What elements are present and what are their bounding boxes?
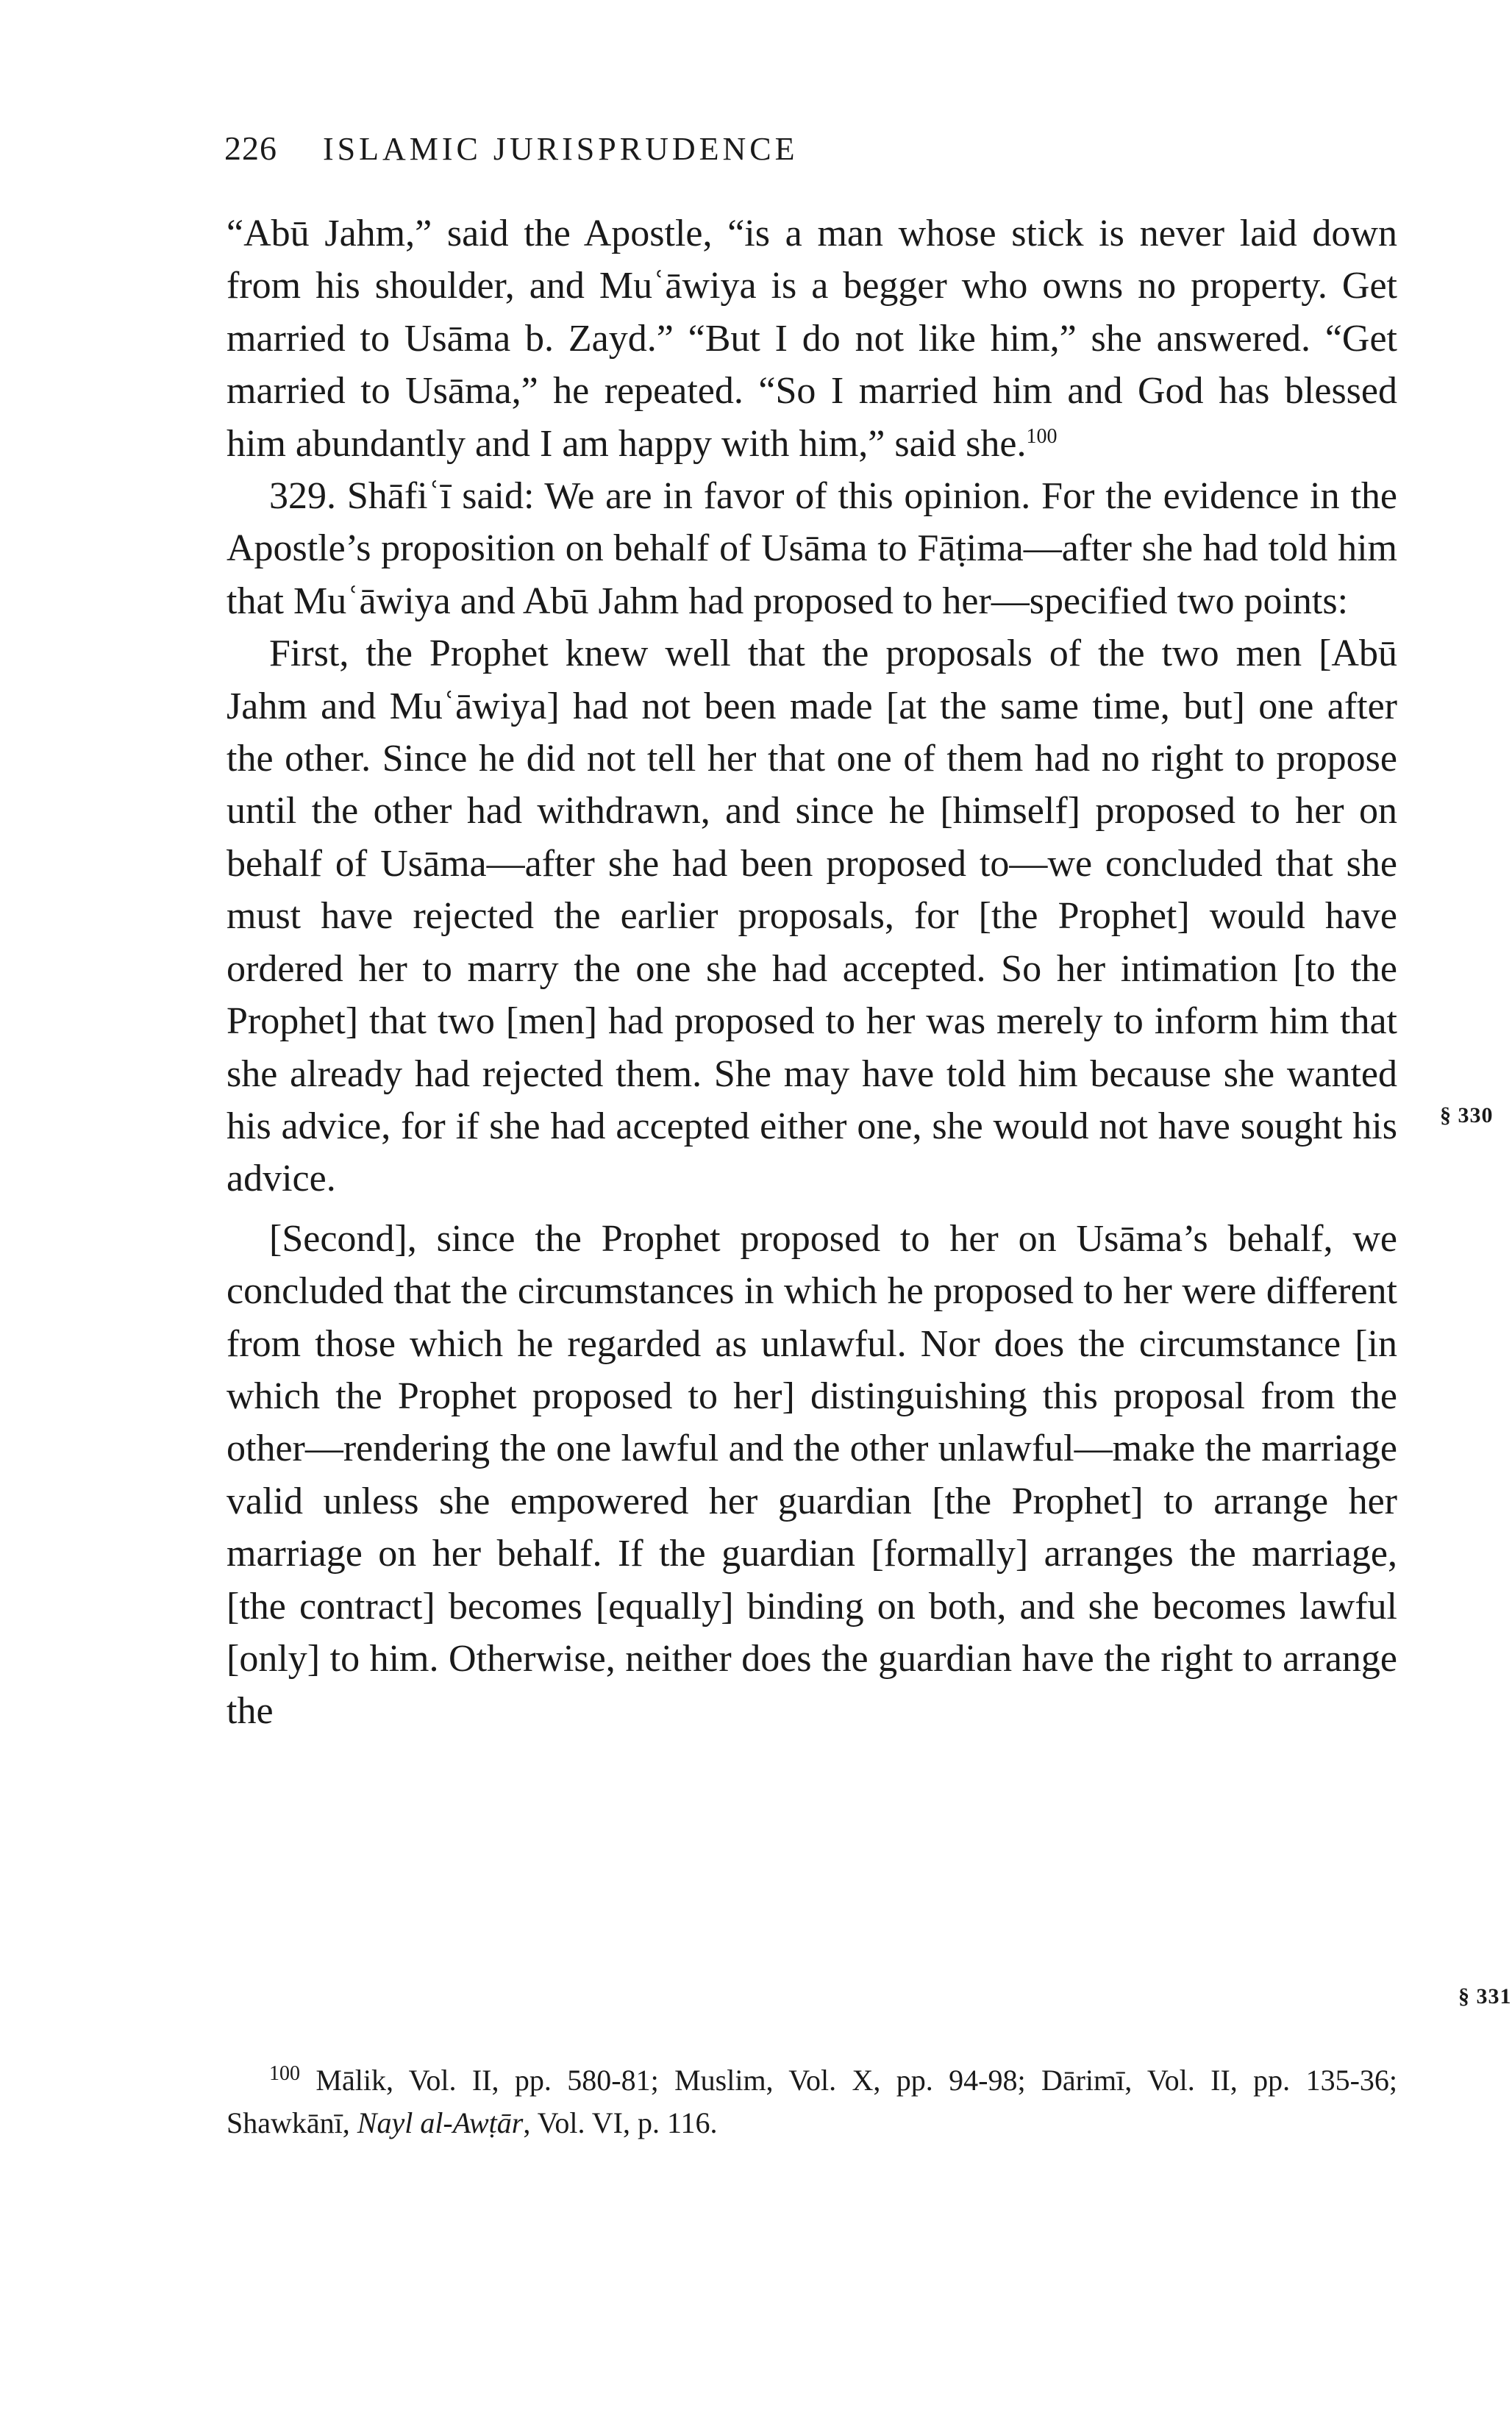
footnote-book-title: Nayl al-Awṭār [357, 2106, 524, 2139]
margin-section-330: § 330 [1440, 1103, 1494, 1127]
page-number: 226 [224, 129, 277, 167]
footnote-text-2: , Vol. VI, p. 116. [523, 2106, 718, 2139]
paragraph-first-point: First, the Prophet knew well that the proposals of the two men [Abū Jahm and Muʿāwiya] had not been made [at the same time, but] one after the other. Since he did not tell her that one of them had no right to propose until the other had withdrawn, and since he [himself] proposed to her on behalf of Usāma—after she had been proposed to—we concluded that she must have rejected the earlier proposals, for [the Prophet] would have ordered her to marry the one she had accepted. So her intimation [to the Prophet] that two [men] had proposed to her was merely to inform him that she already had rejected them. She may have told him because she wanted his advice, for if she had accepted either one, she would not have sought his advice. [227, 632, 1397, 1200]
paragraph-quotation [227, 207, 1397, 470]
margin-section-331: § 331 [1458, 1984, 1512, 2008]
running-title: ISLAMIC JURISPRUDENCE [323, 131, 799, 167]
footnote-reference: 100 [1026, 424, 1058, 448]
paragraph-second-point: [Second], since the Prophet proposed to her on Usāma’s behalf, we concluded that the circumstances in which he proposed to her were different from those which he regarded as unlawful. Nor does the circumstance [in which the Prophet proposed to her] distinguishing this proposal from the other—rendering the one lawful and the other unlawful—make the marriage valid unless she empowered her guardian [the Prophet] to arrange her marriage on her behalf. If the guardian [formally] arranges the marriage, [the contract] becomes [equally] binding on both, and she becomes lawful [only] to him. Otherwise, neither does the guardian have the right to arrange the [227, 1217, 1397, 1733]
footnote-marker: 100 [269, 2062, 300, 2085]
footnote-100 [227, 2059, 1397, 2145]
paragraph-quotation-text: “Abū Jahm,” said the Apostle, “is a man whose stick is never laid down from his shoulder, and Muʿāwiya is a begger who owns no property. Get married to Usāma b. Zayd.” “But I do not like him,” she answered. “Get married to Usāma,” he repeated. “So I married him and God has blessed him abundantly and I am happy with him,” said she. [227, 213, 1397, 465]
body-text [227, 207, 1397, 1738]
footnotes [227, 2059, 1397, 2145]
footnote-text-1: Mālik, Vol. II, pp. 580-81; Muslim, Vol. X, pp. 94-98; Dārimī, Vol. II, pp. 135-36; Shawkānī, [227, 2064, 1397, 2139]
running-head [224, 129, 799, 168]
paragraph-329: 329. Shāfiʿī said: We are in favor of this opinion. For the evidence in the Apostle’s proposition on behalf of Usāma to Fāṭima—after she had told him that Muʿāwiya and Abū Jahm had proposed to her—specified two points: [227, 475, 1397, 622]
